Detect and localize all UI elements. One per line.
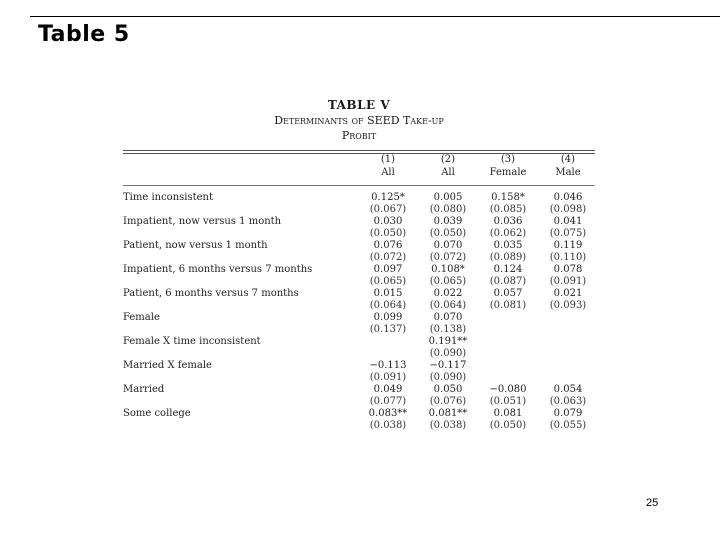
- standard-error-cell: (0.077): [369, 396, 407, 407]
- table-row-se: [123, 372, 595, 384]
- coefficient-cell: 0.158*: [491, 192, 525, 203]
- column-sample-row: [123, 167, 595, 180]
- coefficient-cell: 0.070: [433, 312, 463, 323]
- standard-error-cell: (0.050): [369, 228, 407, 239]
- table-row-se: [123, 228, 595, 240]
- table-caption-subtitle: Determinants of SEED Take-up: [274, 114, 444, 127]
- standard-error-cell: (0.050): [489, 420, 527, 431]
- table-row: [123, 360, 595, 372]
- coefficient-cell: [475, 360, 535, 372]
- standard-error-cell: [475, 348, 535, 360]
- table-row-se: [123, 396, 595, 408]
- coefficient-cell: 0.119: [553, 240, 583, 251]
- column-sample: All: [381, 166, 395, 178]
- standard-error-cell: [355, 348, 415, 360]
- standard-error-cell: (0.051): [489, 396, 527, 407]
- coefficient-cell: 0.079: [553, 408, 583, 419]
- table-row-se: [123, 204, 595, 216]
- standard-error-cell: (0.067): [369, 204, 407, 215]
- standard-error-cell: (0.063): [549, 396, 587, 407]
- standard-error-cell: (0.098): [549, 204, 587, 215]
- row-label: Married X female: [123, 360, 212, 371]
- table-row-se: [123, 252, 595, 264]
- standard-error-cell: (0.062): [489, 228, 527, 239]
- standard-error-cell: (0.091): [549, 276, 587, 287]
- row-label: Patient, now versus 1 month: [123, 240, 268, 251]
- standard-error-cell: (0.065): [369, 276, 407, 287]
- standard-error-cell: [475, 372, 535, 384]
- row-label: Female: [123, 312, 160, 323]
- table-row: [123, 336, 595, 348]
- coefficient-cell: 0.054: [553, 384, 583, 395]
- coefficient-cell: 0.076: [373, 240, 403, 251]
- coefficient-cell: 0.099: [373, 312, 403, 323]
- column-number: (2): [440, 154, 456, 165]
- table-caption-method: Probit: [341, 129, 377, 142]
- table-caption-title: TABLE V: [327, 98, 391, 112]
- standard-error-cell: (0.064): [429, 300, 467, 311]
- coefficient-cell: [355, 336, 415, 348]
- coefficient-cell: −0.113: [369, 360, 407, 371]
- standard-error-cell: (0.090): [429, 372, 467, 383]
- coefficient-cell: 0.015: [373, 288, 403, 299]
- table-top-rule: [123, 150, 595, 151]
- coefficient-cell: 0.050: [433, 384, 463, 395]
- standard-error-cell: (0.093): [549, 300, 587, 311]
- coefficient-cell: 0.005: [433, 192, 463, 203]
- coefficient-cell: 0.035: [493, 240, 523, 251]
- table-row-se: [123, 300, 595, 312]
- standard-error-cell: (0.072): [429, 252, 467, 263]
- standard-error-cell: (0.110): [549, 252, 587, 263]
- table-row-se: [123, 420, 595, 432]
- table-row-se: [123, 348, 595, 360]
- coefficient-cell: [535, 312, 595, 324]
- standard-error-cell: [535, 372, 595, 384]
- table-row: [123, 216, 595, 228]
- table-row: [123, 288, 595, 300]
- coefficient-cell: [475, 312, 535, 324]
- coefficient-cell: 0.030: [373, 216, 403, 227]
- standard-error-cell: (0.038): [369, 420, 407, 431]
- standard-error-cell: (0.064): [369, 300, 407, 311]
- row-label: Impatient, 6 months versus 7 months: [123, 264, 313, 275]
- coefficient-cell: 0.041: [553, 216, 583, 227]
- column-number-row: [123, 154, 595, 167]
- row-label: Patient, 6 months versus 7 months: [123, 288, 299, 299]
- coefficient-cell: 0.039: [433, 216, 463, 227]
- coefficient-cell: 0.081**: [428, 408, 468, 419]
- table-row: [123, 384, 595, 396]
- coefficient-cell: 0.083**: [368, 408, 408, 419]
- coefficient-cell: 0.021: [553, 288, 583, 299]
- coefficient-cell: 0.191**: [428, 336, 468, 347]
- slide-title: Table 5: [38, 22, 130, 47]
- table-row: [123, 240, 595, 252]
- table-row-se: [123, 276, 595, 288]
- standard-error-cell: (0.089): [489, 252, 527, 263]
- page-number: 25: [646, 497, 659, 509]
- column-sample: All: [441, 166, 455, 178]
- standard-error-cell: (0.055): [549, 420, 587, 431]
- table-caption: [123, 98, 595, 143]
- standard-error-cell: (0.138): [429, 324, 467, 335]
- standard-error-cell: (0.076): [429, 396, 467, 407]
- standard-error-cell: (0.065): [429, 276, 467, 287]
- column-number: (4): [560, 154, 576, 165]
- coefficient-cell: 0.125*: [371, 192, 405, 203]
- table-row: [123, 408, 595, 420]
- standard-error-cell: (0.080): [429, 204, 467, 215]
- column-sample: Female: [489, 166, 527, 178]
- standard-error-cell: (0.087): [489, 276, 527, 287]
- row-label: Some college: [123, 408, 191, 419]
- table-row-se: [123, 324, 595, 336]
- coefficient-cell: [535, 360, 595, 372]
- coefficient-cell: 0.078: [553, 264, 583, 275]
- coefficient-cell: 0.022: [433, 288, 463, 299]
- standard-error-cell: (0.081): [489, 300, 527, 311]
- standard-error-cell: (0.137): [369, 324, 407, 335]
- table-header-rule: [123, 185, 595, 186]
- table-grid: [123, 154, 595, 179]
- standard-error-cell: (0.090): [429, 348, 467, 359]
- standard-error-cell: [535, 348, 595, 360]
- coefficient-cell: 0.097: [373, 264, 403, 275]
- coefficient-cell: 0.057: [493, 288, 523, 299]
- coefficient-cell: 0.124: [493, 264, 523, 275]
- table-row: [123, 264, 595, 276]
- coefficient-cell: 0.081: [493, 408, 523, 419]
- row-label: Married: [123, 384, 165, 395]
- column-number: (3): [500, 154, 516, 165]
- coefficient-cell: −0.080: [489, 384, 527, 395]
- standard-error-cell: [535, 324, 595, 336]
- column-number: (1): [380, 154, 396, 165]
- standard-error-cell: (0.072): [369, 252, 407, 263]
- coefficient-cell: 0.108*: [431, 264, 465, 275]
- coefficient-cell: 0.046: [553, 192, 583, 203]
- standard-error-cell: (0.050): [429, 228, 467, 239]
- top-rule: [30, 16, 720, 17]
- standard-error-cell: (0.091): [369, 372, 407, 383]
- coefficient-cell: 0.070: [433, 240, 463, 251]
- table-row: [123, 312, 595, 324]
- coefficient-cell: −0.117: [429, 360, 467, 371]
- table-body: [123, 192, 595, 432]
- standard-error-cell: (0.085): [489, 204, 527, 215]
- standard-error-cell: (0.075): [549, 228, 587, 239]
- row-label: Impatient, now versus 1 month: [123, 216, 282, 227]
- standard-error-cell: [475, 324, 535, 336]
- coefficient-cell: [475, 336, 535, 348]
- coefficient-cell: 0.036: [493, 216, 523, 227]
- regression-table: [123, 98, 595, 432]
- coefficient-cell: [535, 336, 595, 348]
- table-row: [123, 192, 595, 204]
- coefficient-cell: 0.049: [373, 384, 403, 395]
- column-sample: Male: [555, 166, 581, 178]
- row-label: Time inconsistent: [123, 192, 214, 203]
- row-label: Female X time inconsistent: [123, 336, 261, 347]
- standard-error-cell: (0.038): [429, 420, 467, 431]
